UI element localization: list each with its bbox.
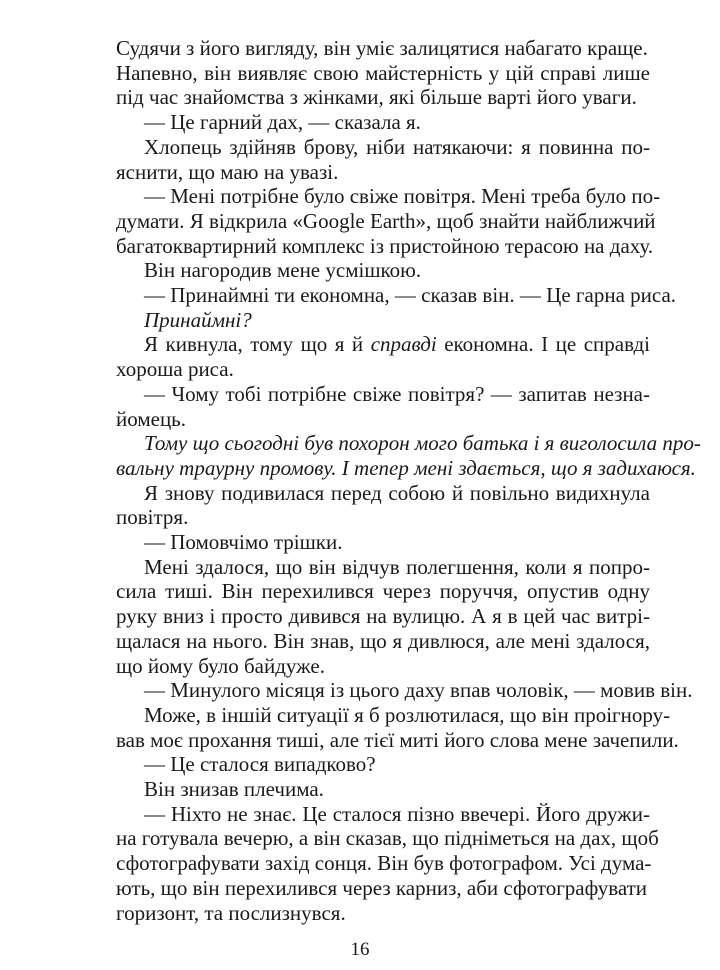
text-segment: економна. І це справді xyxy=(436,332,650,357)
text-line: — Чому тобі потрібне свіже повітря? — запитав незна- xyxy=(144,381,650,406)
text-line-italic: Принаймні? xyxy=(144,307,252,332)
text-line: — Це сталося випадково? xyxy=(144,752,376,777)
text-line xyxy=(144,332,650,356)
text-line: Хлопець здійняв брову, ніби натякаючи: я повинна по- xyxy=(144,134,650,159)
emphasis-text: справді xyxy=(370,332,437,357)
text-line: хороша риса. xyxy=(116,357,234,382)
text-line: сфотографувати захід сонця. Він був фотографом. Усі дума- xyxy=(116,851,652,876)
text-line: йомець. xyxy=(116,406,187,431)
text-line: — Ніхто не знає. Це сталося пізно ввечері. Його дружи- xyxy=(144,801,650,826)
text-line: повітря. xyxy=(116,505,189,530)
text-line: — Принаймні ти економна, — сказав він. — Це гарна риса. xyxy=(144,283,677,307)
text-line-italic: Тому що сьогодні був похорон мого батька і я виголосила про- xyxy=(144,431,701,456)
text-line: вав моє прохання тиші, але тієї миті його слова мене зачепили. xyxy=(116,727,679,752)
text-line: — Минулого місяця із цього даху впав чоловік, — мовив він. xyxy=(144,678,693,703)
text-line-italic: вальну траурну промову. І тепер мені здається, що я задихаюся. xyxy=(116,455,696,480)
text-line: що йому було байдуже. xyxy=(116,653,325,678)
text-line: під час знайомства з жінками, які більше варті його уваги. xyxy=(116,85,637,110)
text-line: горизонт, та послизнувся. xyxy=(116,900,346,925)
text-line: — Помовчімо трішки. xyxy=(144,530,343,554)
text-line: Напевно, він виявляє свою майстерність у цій справі лише xyxy=(116,60,650,85)
text-line: ють, що він перехилився через карниз, аби сфотографувати xyxy=(116,875,648,900)
text-line: Може, в іншій ситуації я б розлютилася, що він проігнору- xyxy=(144,702,671,727)
text-line: Мені здалося, що він відчув полегшення, коли я попро- xyxy=(144,554,650,579)
text-line: Він знизав плечима. xyxy=(144,777,324,801)
text-line: на готувала вечерю, а він сказав, що підніметься на дах, щоб xyxy=(116,826,659,851)
text-segment: Я кивнула, тому що я й xyxy=(144,332,371,357)
text-line: Судячи з його вигляду, він уміє залицятися набагато краще. xyxy=(116,36,648,60)
text-line: руку вниз і просто дивився на вулицю. А я в цей час витрі- xyxy=(116,604,650,629)
text-line: щалася на нього. Він знав, що я дивлюся, але мені здалося, xyxy=(116,628,650,653)
text-line: Я знову подивилася перед собою й повільно видихнула xyxy=(144,480,650,505)
text-line: Він нагородив мене усмішкою. xyxy=(144,258,422,283)
page-number: 16 xyxy=(350,939,370,960)
text-line: сила тиші. Він перехилився через поруччя, опустив одну xyxy=(116,579,650,604)
text-line: — Це гарний дах, — сказала я. xyxy=(144,110,421,135)
text-line: думати. Я відкрила «Google Earth», щоб знайти найближчий xyxy=(116,208,656,233)
text-line: яснити, що маю на увазі. xyxy=(116,159,339,184)
text-line: — Мені потрібне було свіже повітря. Мені треба було по- xyxy=(144,184,661,209)
text-line: багатоквартирний комплекс із пристойною терасою на даху. xyxy=(116,233,654,258)
